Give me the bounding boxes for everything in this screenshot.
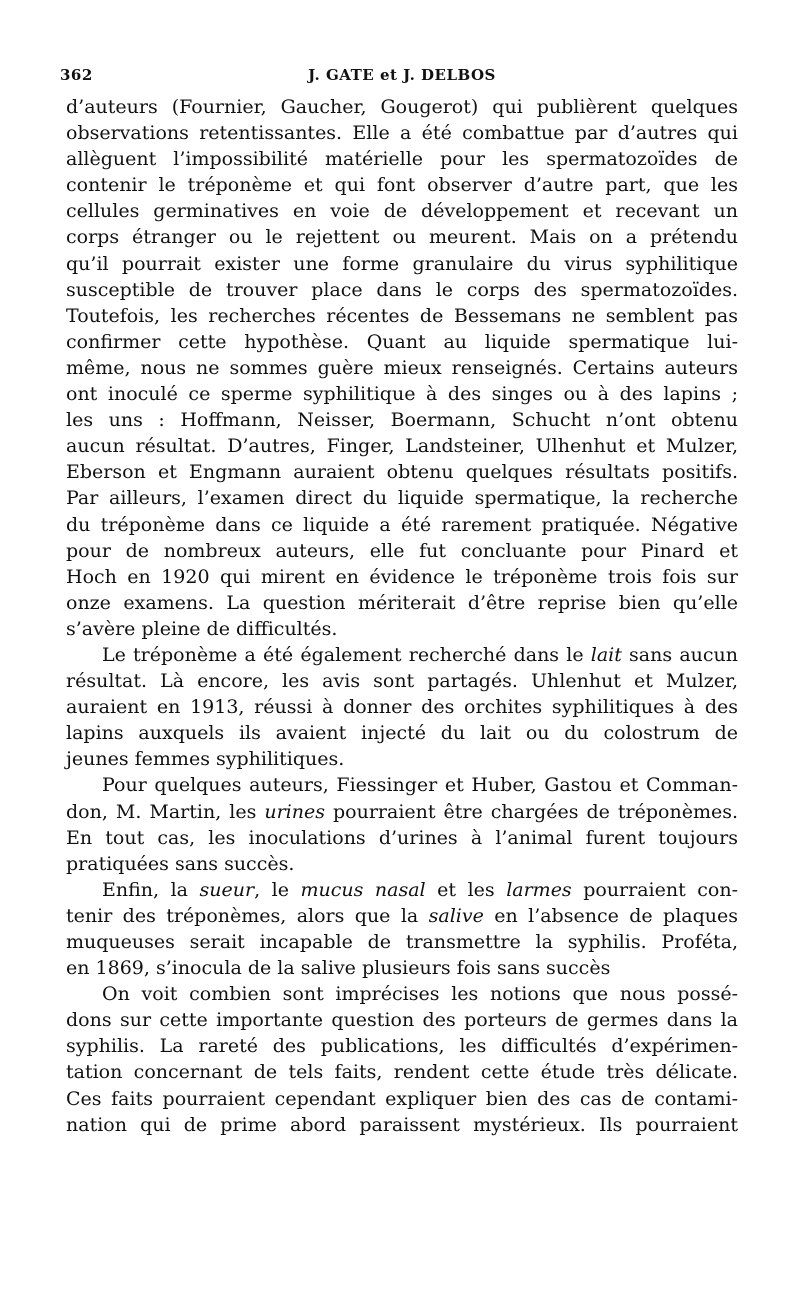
text-line: lapins auxquels ils avaient injecté du lait ou du colostrum de [66, 722, 738, 745]
text-line: En tout cas, les inoculations d’urines à l’animal furent toujours [66, 826, 738, 849]
text-line: observations retentissantes. Elle a été combattue par d’autres qui [66, 122, 738, 145]
text-line: même, nous ne sommes guère mieux renseignés. Certains auteurs [66, 356, 738, 379]
text-line [66, 642, 738, 668]
italic-term: sueur [199, 878, 255, 901]
text-segment: en l’absence de plaques [483, 904, 738, 927]
text-line: On voit combien sont imprécises les notions que nous possé- [102, 983, 738, 1006]
text-segment: pourraient être chargées de tréponèmes. [325, 800, 738, 823]
text-line: Par ailleurs, l’examen direct du liquide spermatique, la recherche [66, 487, 738, 510]
text-segment: pourraient con- [571, 878, 739, 901]
text-segment: sans aucun [621, 643, 738, 666]
text-line: auraient en 1913, réussi à donner des orchites syphilitiques à des [66, 696, 738, 719]
text-line: confirmer cette hypothèse. Quant au liquide spermatique lui- [66, 330, 738, 353]
text-line: en 1869, s’inocula de la salive plusieurs fois sans succès [66, 957, 611, 980]
italic-term: salive [428, 904, 484, 927]
text-line: tation concernant de tels faits, rendent cette étude très délicate. [66, 1061, 738, 1084]
italic-term: urines [264, 800, 325, 823]
text-line: qu’il pourrait exister une forme granulaire du virus syphilitique [66, 252, 738, 275]
text-line: d’auteurs (Fournier, Gaucher, Gougerot) qui publièrent quelques [66, 96, 738, 118]
text-line: nation qui de prime abord paraissent mystérieux. Ils pourraient [66, 1113, 738, 1136]
text-line: syphilis. La rareté des publications, les difficultés d’expérimen- [66, 1035, 738, 1058]
text-line: aucun résultat. D’autres, Finger, Landsteiner, Ulhenhut et Mulzer, [66, 435, 738, 458]
text-segment: don, M. Martin, les [66, 800, 265, 823]
text-line: onze examens. La question mériterait d’être reprise bien qu’elle [66, 591, 738, 614]
text-line: contenir le tréponème et qui font observer d’autre part, que les [66, 174, 738, 197]
page-number: 362 [60, 66, 93, 84]
text-line: dons sur cette importante question des porteurs de germes dans la [66, 1009, 738, 1032]
running-title: J. GATE et J. DELBOS [308, 66, 496, 84]
text-line: Hoch en 1920 qui mirent en évidence le tréponème trois fois sur [66, 565, 738, 588]
body-text [66, 94, 738, 1138]
italic-term: larmes [506, 878, 572, 901]
italic-term: lait [590, 643, 622, 666]
text-segment: Enfin, la [102, 878, 200, 901]
text-line: pratiquées sans succès. [66, 852, 295, 875]
text-segment: Le tréponème a été également recherché dans le [102, 643, 591, 666]
text-line: corps étranger ou le rejettent ou meurent. Mais on a prétendu [66, 226, 738, 249]
text-line: ont inoculé ce sperme syphilitique à des singes ou à des lapins ; [66, 383, 738, 406]
text-line: jeunes femmes syphilitiques. [66, 748, 345, 771]
text-segment: , le [254, 878, 301, 901]
running-head [60, 58, 738, 94]
text-line: Eberson et Engmann auraient obtenu quelques résultats positifs. [66, 461, 738, 484]
italic-term: mucus nasal [300, 878, 426, 901]
text-line: du tréponème dans ce liquide a été rarement pratiquée. Négative [66, 513, 738, 536]
text-line: pour de nombreux auteurs, elle fut concluante pour Pinard et [66, 539, 738, 562]
text-line: les uns : Hoffmann, Neisser, Boermann, Schucht n’ont obtenu [66, 409, 738, 432]
text-line [66, 903, 738, 929]
book-page [60, 58, 739, 1138]
text-line: Toutefois, les recherches récentes de Bessemans ne semblent pas [66, 304, 738, 327]
text-line: résultat. Là encore, les avis sont partagés. Uhlenhut et Mulzer, [66, 670, 738, 693]
text-line: muqueuses serait incapable de transmettre la syphilis. Proféta, [66, 931, 738, 953]
text-line [66, 799, 738, 825]
text-line: cellules germinatives en voie de développement et recevant un [66, 200, 738, 223]
text-segment: tenir des tréponèmes, alors que la [66, 904, 429, 927]
text-segment: et les [425, 878, 507, 901]
text-line: Pour quelques auteurs, Fiessinger et Huber, Gastou et Comman- [102, 774, 738, 797]
text-line: susceptible de trouver place dans le corps des spermatozoïdes. [66, 278, 738, 301]
text-line: Ces faits pourraient cependant expliquer bien des cas de contami- [66, 1087, 738, 1110]
text-line: s’avère pleine de difficultés. [66, 617, 338, 640]
text-line [66, 877, 738, 903]
text-line: allèguent l’impossibilité matérielle pour les spermatozoïdes de [66, 148, 738, 171]
